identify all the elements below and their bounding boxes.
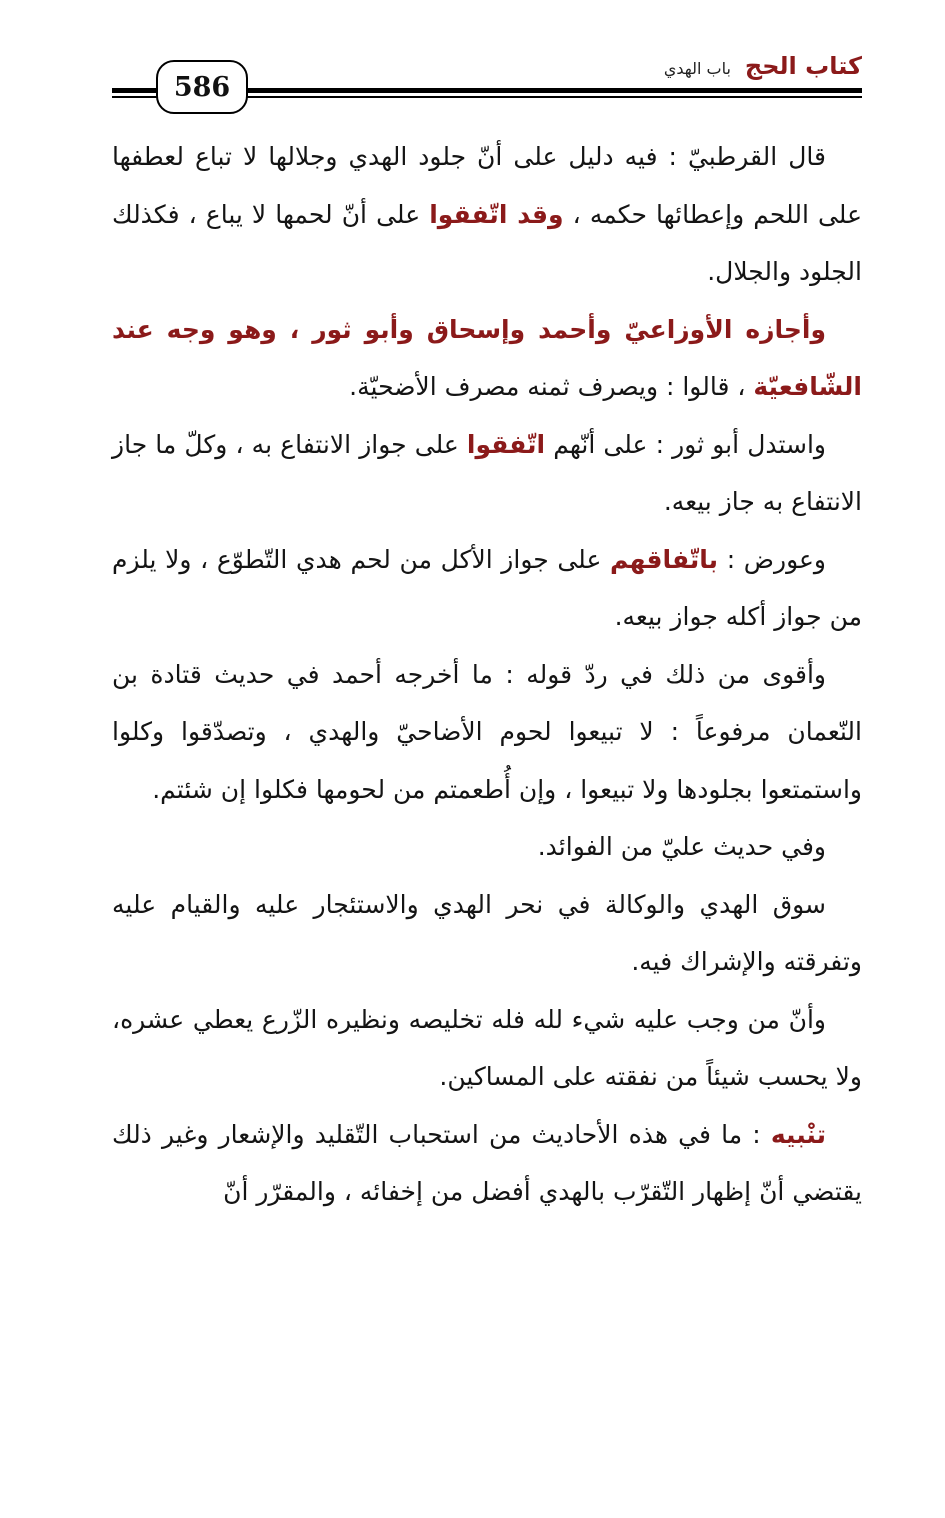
chapter-title: باب الهدي — [663, 59, 731, 78]
paragraph-text: وفي حديث عليّ من الفوائد. — [537, 832, 826, 861]
running-head — [664, 52, 862, 80]
paragraph — [112, 1106, 862, 1221]
body-text — [112, 128, 862, 1221]
paragraph-text: وأقوى من ذلك في ردّ قوله : ما أخرجه أحمد في حديث قتادة بن النّعمان مرفوعاً : لا تبيعوا لحوم الأضاحيّ والهدي ، وتصدّقوا وكلوا واستمتعوا بجلودها ولا تبيعوا ، وإن أُطعمتم من لحومها فكلوا إن شئتم. — [112, 659, 862, 804]
page-header — [112, 48, 862, 118]
paragraph-text: وعورض : — [718, 544, 826, 574]
paragraph-text: واستدل أبو ثور : على أنّهم — [545, 429, 826, 459]
page-number: 586 — [156, 60, 248, 114]
paragraph-text: سوق الهدي والوكالة في نحر الهدي والاستئجار عليه والقيام عليه وتفرقته والإشراك فيه. — [112, 889, 862, 976]
paragraph — [112, 991, 862, 1106]
highlighted-text: وأجازه الأوزاعيّ وأحمد وإسحاق وأبو ثور ، وهو وجه عند الشّافعيّة — [112, 314, 862, 401]
paragraph — [112, 531, 862, 646]
paragraph — [112, 128, 862, 301]
paragraph — [112, 416, 862, 531]
paragraph-text: ، قالوا : ويصرف ثمنه مصرف الأضحيّة. — [349, 372, 754, 401]
paragraph-text: على جواز الانتفاع به ، وكلّ ما جاز الانتفاع به جاز بيعه. — [112, 429, 862, 516]
paragraph-text: على جواز الأكل من لحم هدي التّطوّع ، ولا يلزم من جواز أكله جواز بيعه. — [112, 544, 862, 631]
paragraph-text: قال القرطبيّ : فيه دليل على أنّ جلود الهدي وجلالها لا تباع لعطفها على اللحم وإعطائها حكمه ، — [112, 142, 862, 229]
paragraph — [112, 818, 862, 876]
paragraph-text: وأنّ من وجب عليه شيء لله فله تخليصه ونظيره الزّرع يعطي عشره، ولا يحسب شيئاً من نفقته على المساكين. — [112, 1004, 862, 1091]
highlighted-text: اتّفقوا — [466, 429, 546, 459]
paragraph-text: : ما في هذه الأحاديث من استحباب التّقليد والإشعار وغير ذلك يقتضي أنّ إظهار التّقرّب بالهدي أفضل من إخفائه ، والمقرّر أنّ — [112, 1119, 862, 1206]
book-title: كتاب الحج — [744, 52, 862, 80]
highlighted-text: تنْبيه — [770, 1119, 826, 1149]
paragraph — [112, 876, 862, 991]
paragraph — [112, 646, 862, 819]
highlighted-text: باتّفاقهم — [610, 544, 719, 574]
paragraph-text: على أنّ لحمها لا يباع ، فكذلك الجلود والجلال. — [112, 199, 862, 286]
highlighted-text: وقد اتّفقوا — [429, 199, 564, 229]
paragraph — [112, 301, 862, 416]
